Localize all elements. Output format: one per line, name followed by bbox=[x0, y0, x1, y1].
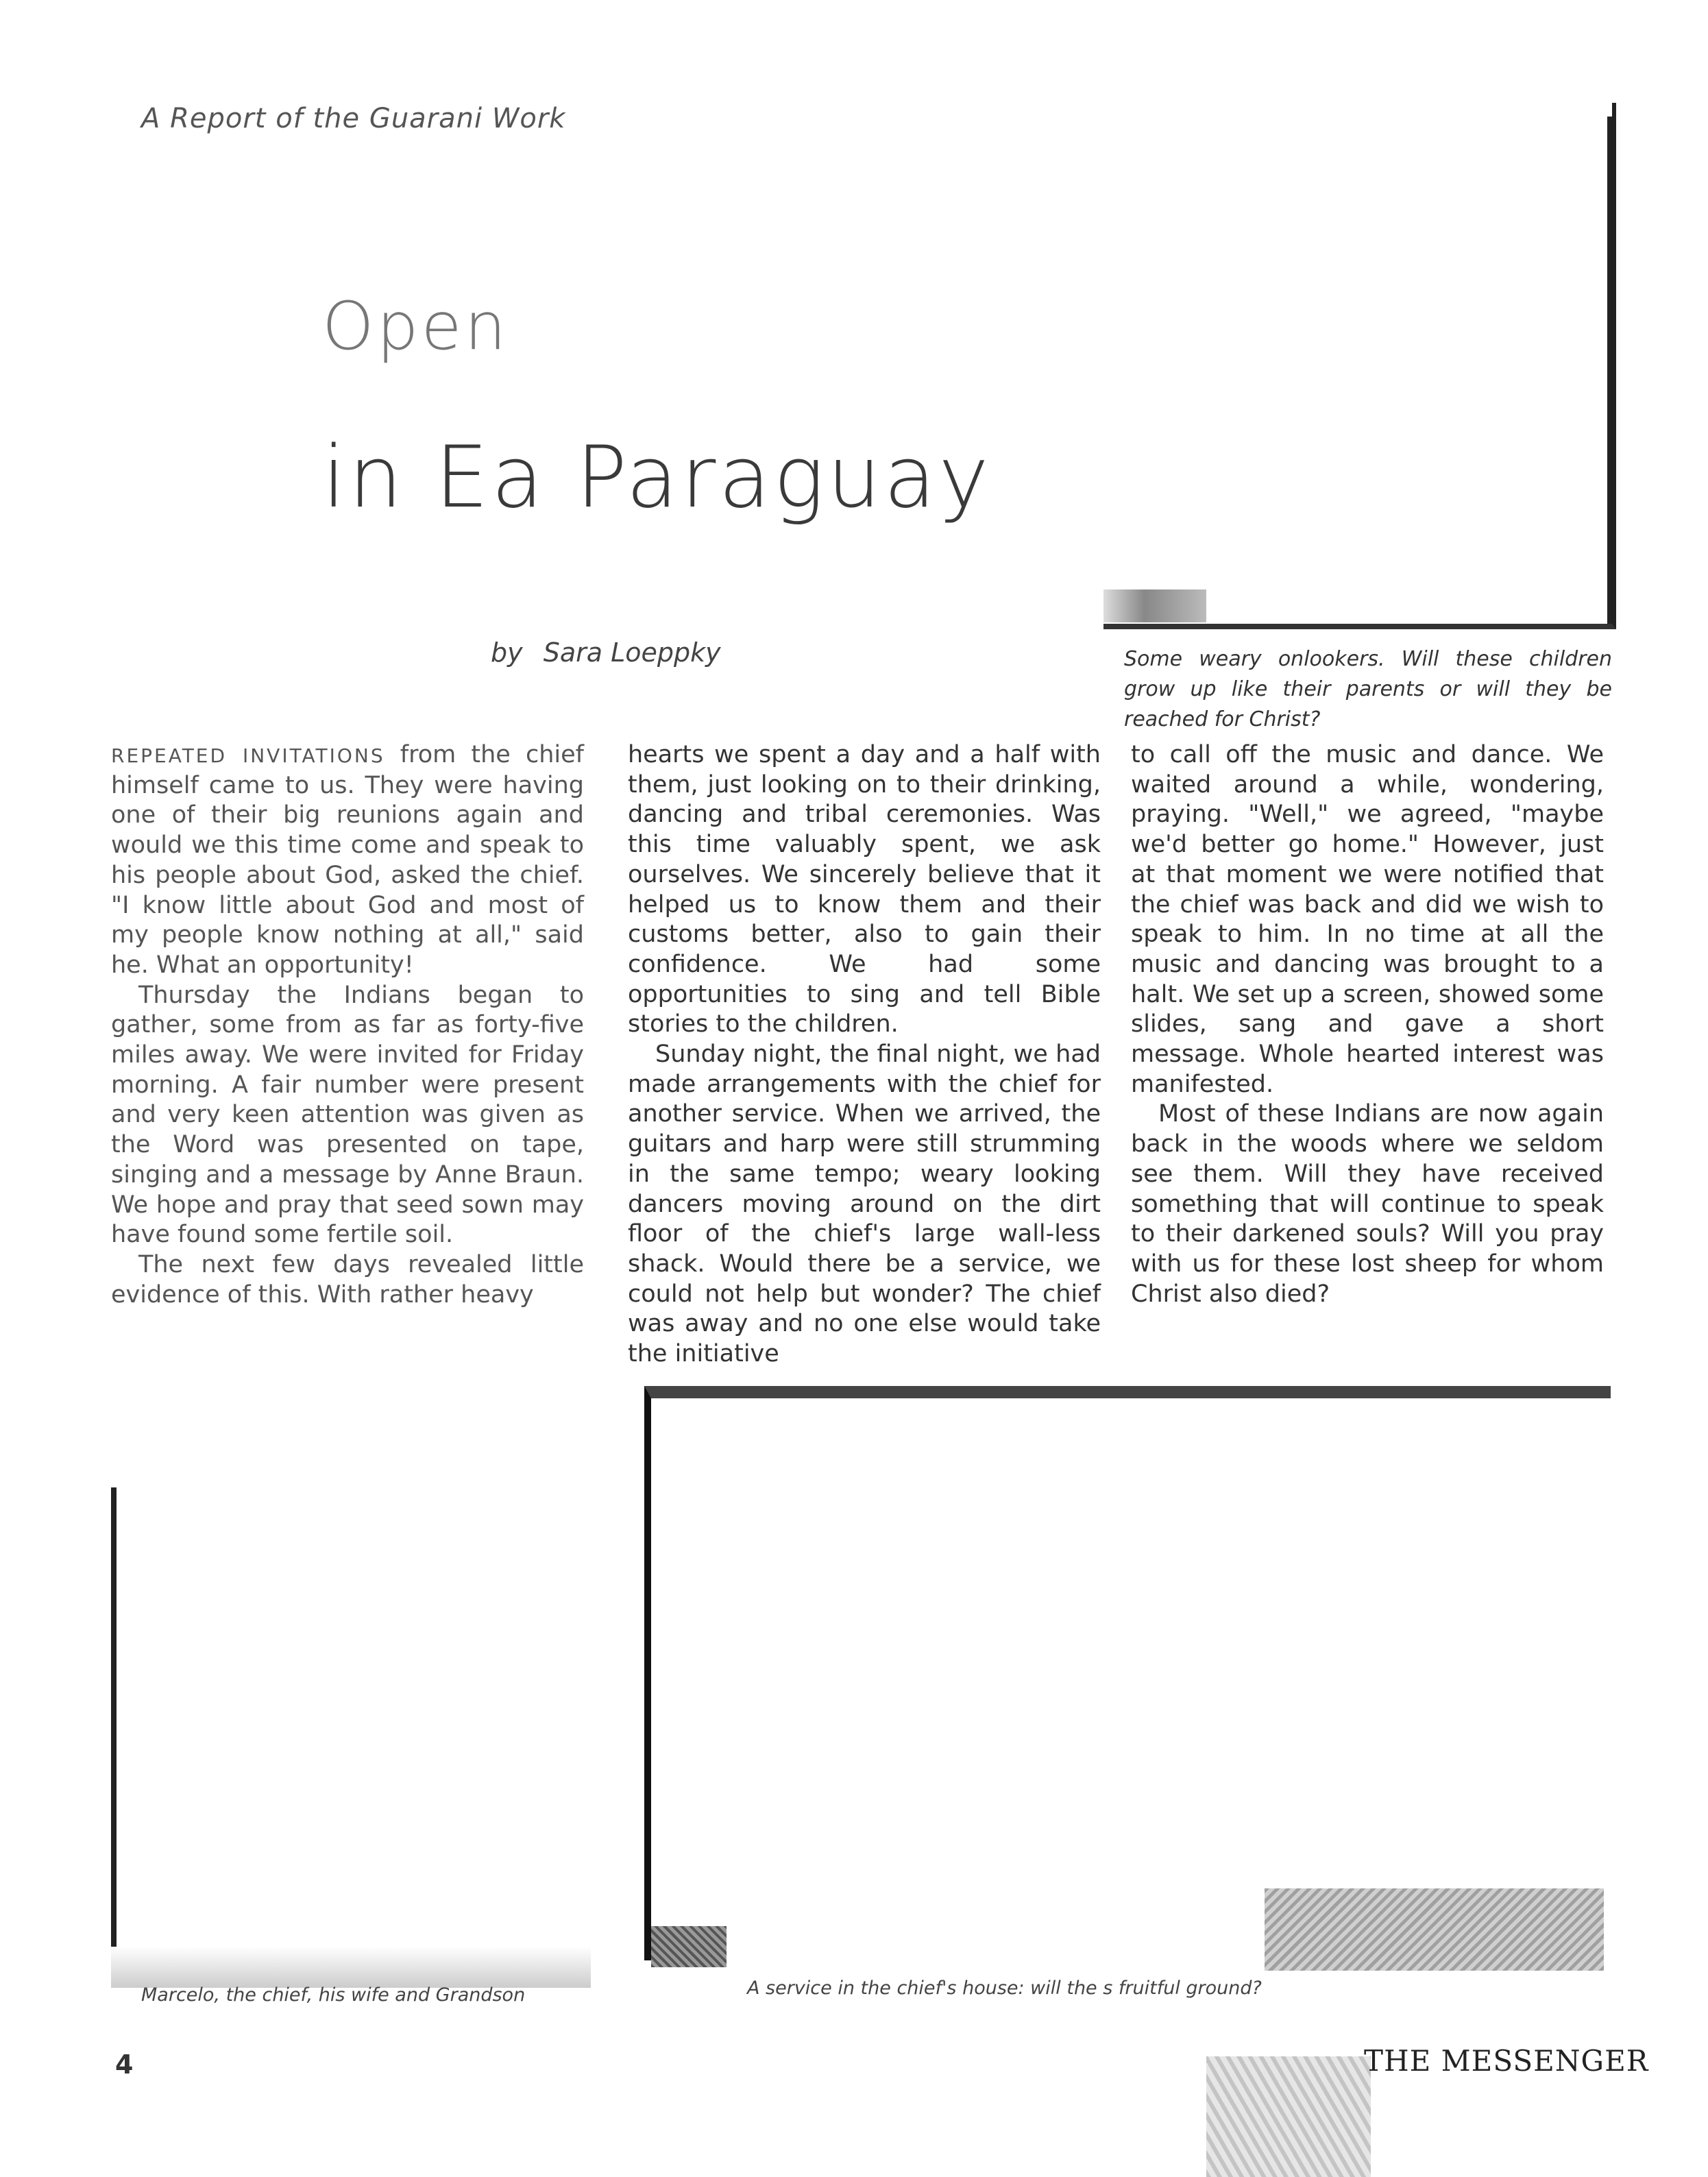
chief-family-photo bbox=[111, 1487, 596, 1988]
column-1-paragraph-1 bbox=[111, 740, 584, 981]
article-column-3 bbox=[1131, 740, 1604, 1309]
onlookers-photo-caption: Some weary onlookers. Will these children grow up like their parents or will they be reached for Christ? bbox=[1124, 647, 1612, 731]
chief-photo-caption: Marcelo, the chief, his wife and Grandson bbox=[141, 1984, 526, 2006]
photo-edge-texture bbox=[1103, 589, 1206, 622]
service-photo bbox=[644, 1386, 1611, 1960]
column-1-paragraph-1-text: from the chief himself came to us. They were having one of their big reunions again and would we this time come and speak to his people about God, asked the chief. "I know little about God and most of my people know nothing at all," said he. What an opportunity! bbox=[111, 741, 584, 979]
article-title-line-1: Open bbox=[322, 288, 509, 365]
column-1-paragraph-3: The next few days revealed little evidence of this. With rather heavy bbox=[111, 1250, 584, 1309]
column-3-paragraph-1: to call off the music and dance. We waited around a while, wondering, praying. "Well," we agreed, "maybe we'd better go home." However, just at that moment we were notified that the chief was back and did we wish to speak to him. In no time at all the music and dancing was brought to a halt. We set up a screen, showed some slides, sang and gave a short message. Whole hearted interest was manifested. bbox=[1131, 741, 1604, 1098]
photo-right-edge bbox=[1607, 117, 1613, 624]
column-2-paragraph-2: Sunday night, the final night, we had made arrangements with the chief for another service. When we arrived, the guitars and harp were still strumming in the same tempo; weary looking dancers moving around on the dirt floor of the chief's large wall-less shack. Would there be a service, we could not help but wonder? The chief was away and no one else would take the initiative bbox=[628, 1041, 1101, 1368]
article-title-line-2: in Ea Paraguay bbox=[322, 428, 992, 527]
service-photo-texture-right bbox=[1265, 1888, 1604, 1971]
page-number: 4 bbox=[115, 2050, 134, 2080]
onlookers-photo bbox=[1103, 103, 1616, 629]
article-column-1 bbox=[111, 740, 584, 1310]
article-column-2 bbox=[628, 740, 1101, 1370]
article-kicker: A Report of the Guarani Work bbox=[141, 103, 566, 134]
byline-prefix: by bbox=[491, 637, 523, 668]
column-3-paragraph-2: Most of these Indians are now again back in the woods where we seldom see them. Will they have received something that will continue to speak to their darkened souls? Will you pray with us for these lost sheep for whom Christ also died? bbox=[1131, 1100, 1604, 1308]
service-photo-texture-left bbox=[651, 1926, 727, 1967]
column-2-paragraph-1: hearts we spent a day and a half with them, just looking on to their drinking, dancing and tribal ceremonies. Was this time valuably spent, we ask ourselves. We sincerely believe that it helped us to know them and their customs better, also to gain their confidence. We had some opportunities to sing and tell Bible stories to the children. bbox=[628, 741, 1101, 1038]
lead-in: REPEATED INVITATIONS bbox=[111, 744, 385, 767]
service-photo-caption: A service in the chief's house: will the s fruitful ground? bbox=[747, 1978, 1262, 1999]
chief-photo-shade bbox=[111, 1947, 591, 1988]
author-name: Sara Loeppky bbox=[543, 637, 721, 668]
byline bbox=[491, 637, 721, 668]
publication-name: THE MESSENGER bbox=[1364, 2044, 1649, 2078]
print-smudge bbox=[1206, 2056, 1371, 2177]
column-1-paragraph-2: Thursday the Indians began to gather, some from as far as forty-five miles away. We were invited for Friday morning. A fair number were present and very keen attention was given as the Word was presented on tape, singing and a message by Anne Braun. We hope and pray that seed sown may have found some fertile soil. bbox=[111, 981, 584, 1249]
